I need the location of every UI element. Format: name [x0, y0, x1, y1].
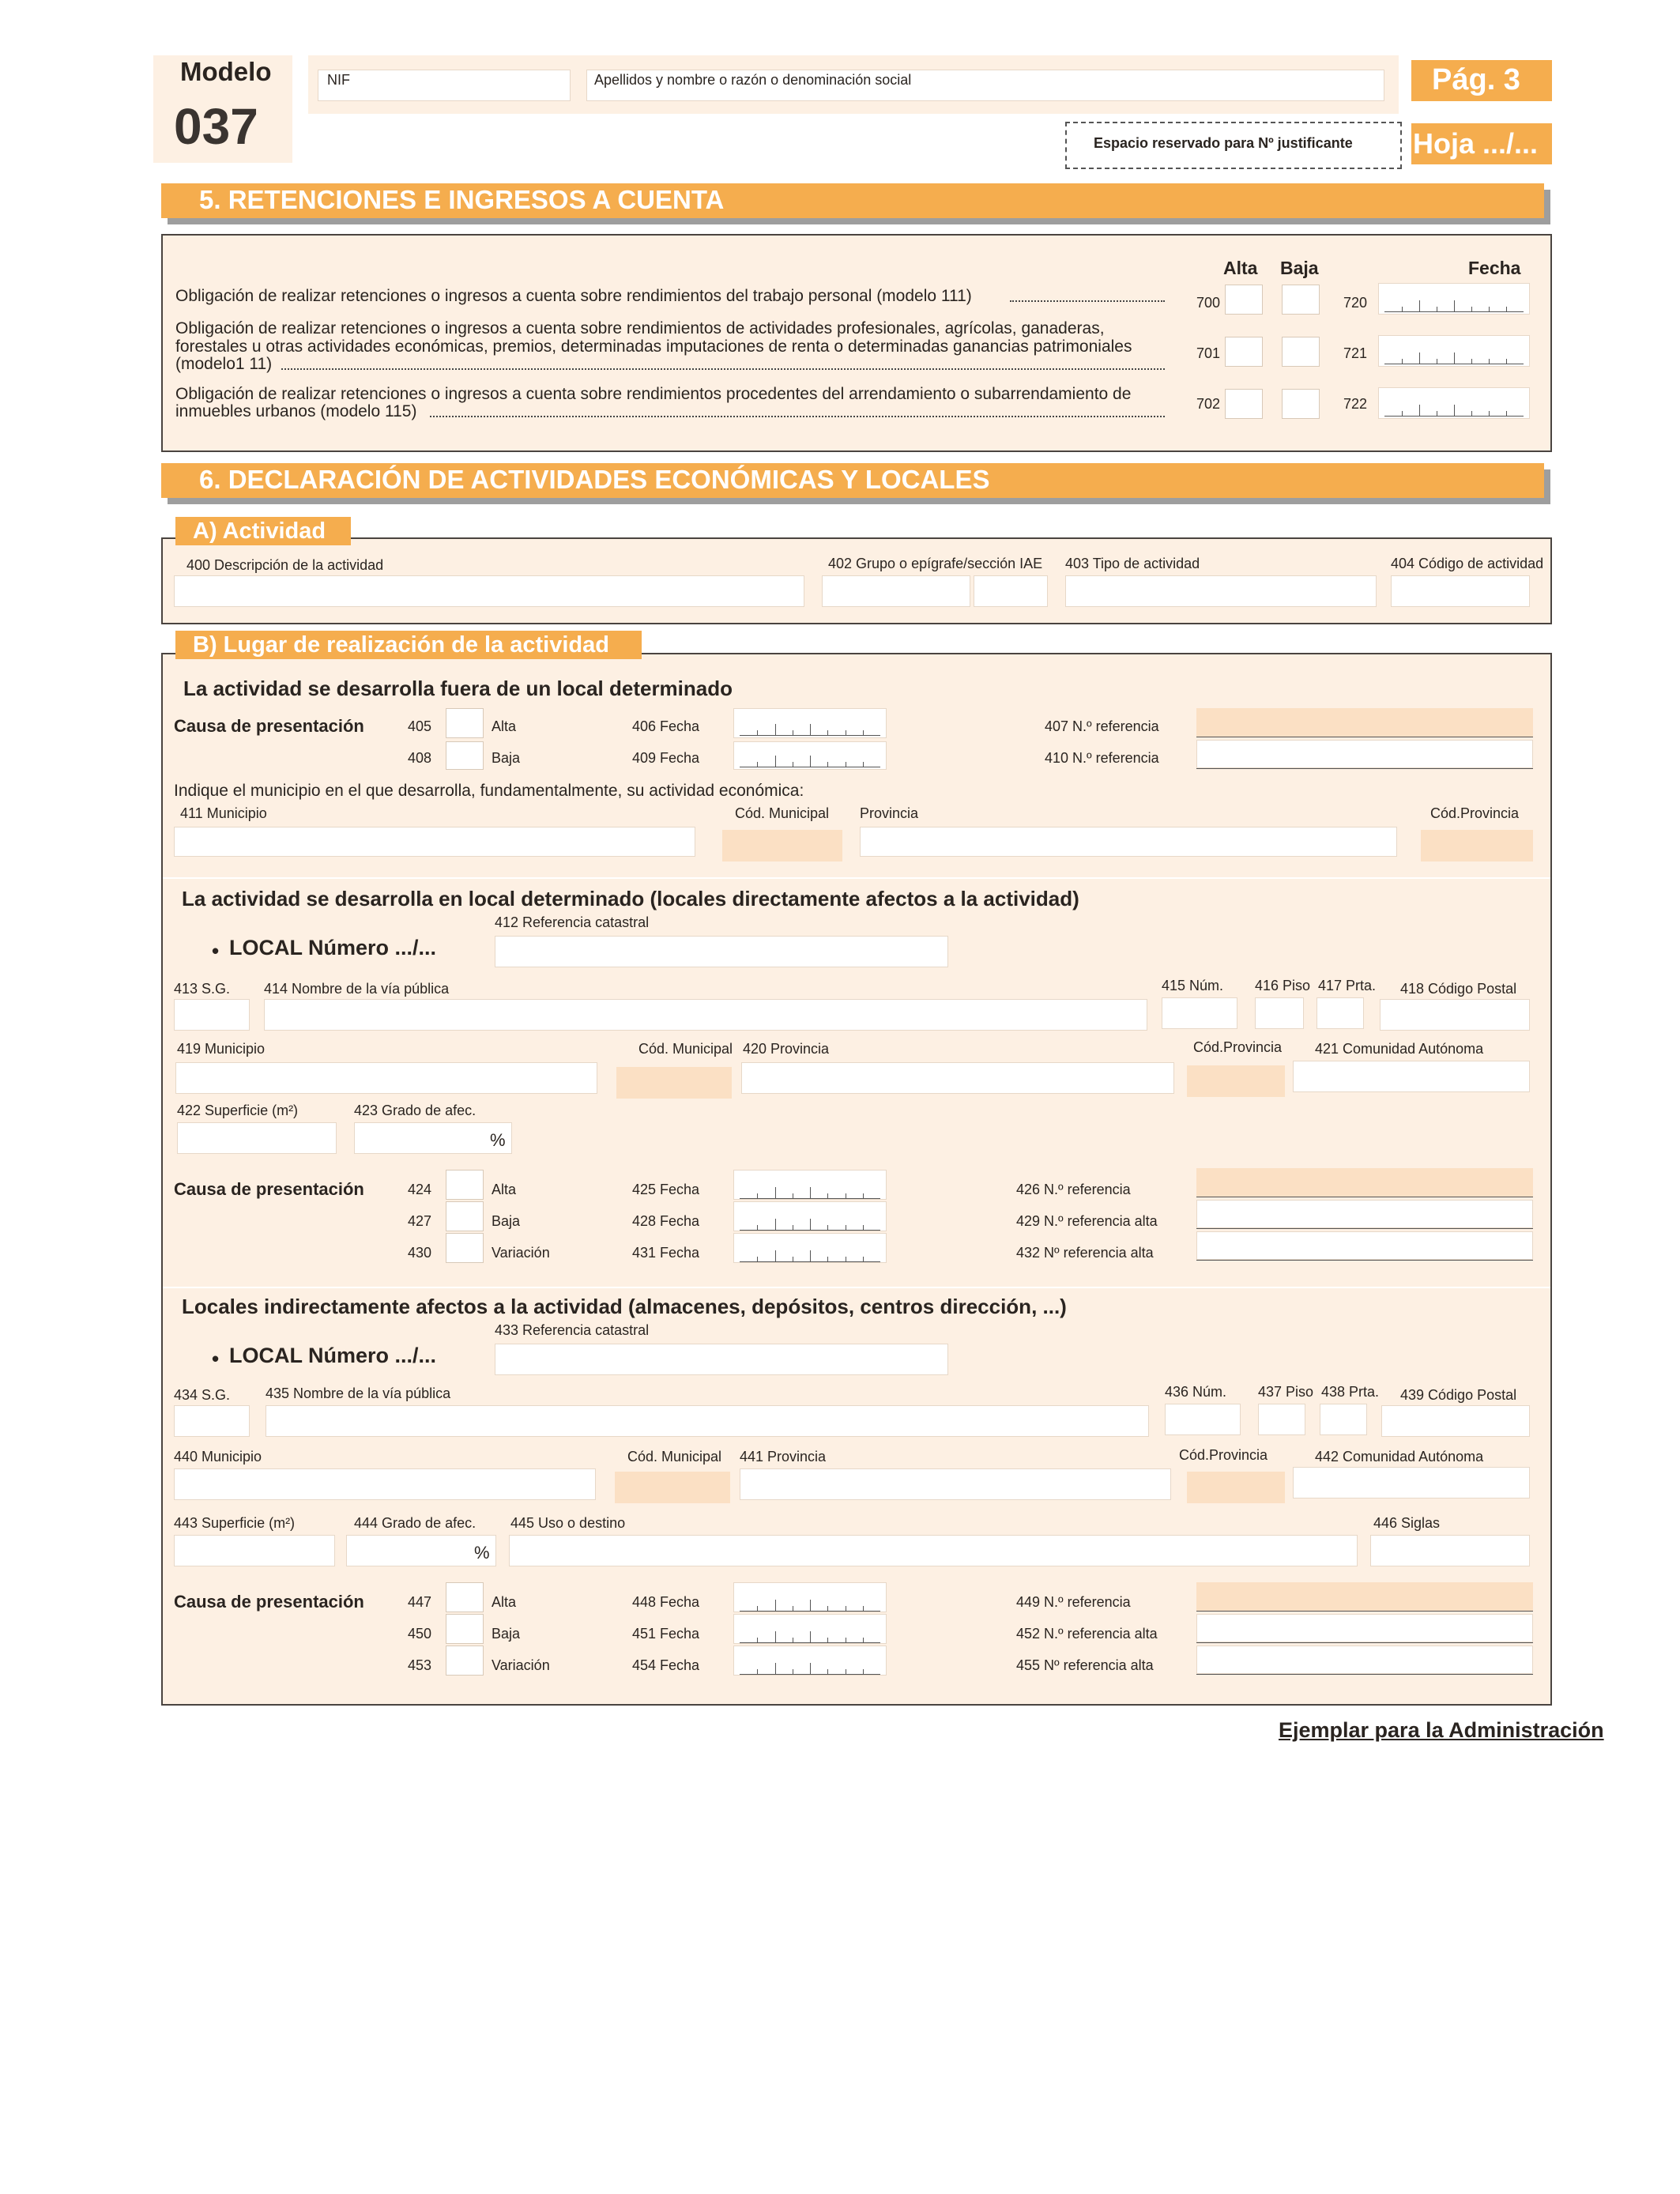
local-1-bullet: • — [212, 939, 220, 963]
f440-label: 440 Municipio — [174, 1449, 262, 1465]
f452-field[interactable] — [1196, 1614, 1533, 1642]
date-tick — [757, 1669, 758, 1674]
f408-checkbox[interactable] — [446, 741, 484, 770]
f429-underline — [1196, 1228, 1533, 1229]
s5-row-702-leader — [430, 416, 1165, 417]
f444-label: 444 Grado de afec. — [354, 1515, 477, 1531]
f446-field[interactable] — [1370, 1535, 1530, 1566]
f444-percent: % — [474, 1543, 490, 1563]
date-tick — [1419, 300, 1420, 311]
f426-field[interactable] — [1196, 1168, 1533, 1197]
f423-label: 423 Grado de afec. — [354, 1103, 477, 1118]
f445-field[interactable] — [509, 1535, 1358, 1566]
s5-row-702-line1: Obligación de realizar retenciones o ingresos a cuenta sobre rendimientos procedentes del arrendamiento o subarrendamiento de — [175, 385, 1132, 403]
f409-label: 409 Fecha — [632, 750, 700, 766]
f409-ticks — [740, 756, 880, 767]
f441-field[interactable] — [740, 1468, 1171, 1500]
s5-row-701-line3: (modelo1 11) — [175, 355, 273, 373]
f442-label: 442 Comunidad Autónoma — [1315, 1449, 1484, 1465]
date-tick — [1506, 411, 1507, 416]
f455-label: 455 Nº referencia alta — [1016, 1657, 1154, 1673]
f443-label: 443 Superficie (m²) — [174, 1515, 296, 1531]
f421-field[interactable] — [1293, 1061, 1530, 1092]
cod-municipal-440-field[interactable] — [615, 1472, 730, 1503]
date-tick — [757, 762, 758, 767]
activity-tab: A) Actividad — [175, 517, 351, 545]
local-2-bullet: • — [212, 1347, 220, 1370]
local-1-numero: LOCAL Número .../... — [229, 936, 437, 959]
f405-checkbox[interactable] — [446, 708, 484, 738]
f449-field[interactable] — [1196, 1582, 1533, 1611]
date-tick — [810, 1219, 811, 1230]
f447-checkbox[interactable] — [446, 1582, 484, 1612]
f429-label: 429 N.º referencia alta — [1016, 1213, 1158, 1229]
f419-field[interactable] — [175, 1062, 597, 1094]
causa-1-label: Causa de presentación — [174, 716, 364, 736]
f454-label: 454 Fecha — [632, 1657, 700, 1673]
f428-ticks — [740, 1219, 880, 1231]
f406-label: 406 Fecha — [632, 718, 700, 734]
f432-field[interactable] — [1196, 1231, 1533, 1260]
date-tick — [1419, 405, 1420, 416]
f420-field[interactable] — [741, 1062, 1174, 1094]
f423-percent: % — [490, 1130, 506, 1150]
code-427: 427 — [408, 1213, 432, 1229]
date-tick — [810, 1600, 811, 1611]
f410-field[interactable] — [1196, 740, 1533, 768]
f428-label: 428 Fecha — [632, 1213, 700, 1229]
s5-fecha-720-ticks — [1384, 300, 1524, 312]
date-tick — [757, 1225, 758, 1230]
date-tick — [775, 1250, 776, 1261]
cod-provincia-441-field[interactable] — [1187, 1472, 1285, 1503]
variacion-430-label: Variación — [492, 1245, 550, 1261]
f425-label: 425 Fecha — [632, 1182, 700, 1197]
date-tick — [863, 730, 864, 735]
indirect-title: Locales indirectamente afectos a la actividad (almacenes, depósitos, centros dirección, ...) — [182, 1295, 1067, 1318]
date-tick — [827, 1606, 828, 1611]
modelo-number: 037 — [174, 98, 258, 155]
f406-ticks — [740, 724, 880, 736]
cod-municipal-411-label: Cód. Municipal — [735, 805, 830, 821]
s5-row-702-line2: inmuebles urbanos (modelo 115) — [175, 402, 417, 420]
f400-label: 400 Descripción de la actividad — [186, 557, 384, 573]
date-tick — [1489, 411, 1490, 416]
f441-label: 441 Provincia — [740, 1449, 827, 1465]
f412-field[interactable] — [495, 936, 948, 967]
date-tick — [863, 1638, 864, 1642]
date-tick — [1454, 352, 1455, 364]
f431-ticks — [740, 1250, 880, 1262]
f445-label: 445 Uso o destino — [510, 1515, 626, 1531]
f422-label: 422 Superficie (m²) — [177, 1103, 299, 1118]
f450-checkbox[interactable] — [446, 1614, 484, 1644]
local-title: La actividad se desarrolla en local determinado (locales directamente afectos a la actividad) — [182, 887, 1079, 910]
f418-label: 418 Código Postal — [1400, 981, 1517, 997]
f432-label: 432 Nº referencia alta — [1016, 1245, 1154, 1261]
f449-underline — [1196, 1611, 1533, 1612]
f402-field[interactable] — [822, 575, 970, 607]
date-tick — [827, 762, 828, 767]
baja-427-label: Baja — [492, 1213, 521, 1229]
f423-field[interactable] — [354, 1122, 512, 1154]
s5-code-721: 721 — [1343, 345, 1368, 361]
f410-underline — [1196, 768, 1533, 769]
f410-label: 410 N.º referencia — [1045, 750, 1159, 766]
f411-field[interactable] — [174, 827, 695, 857]
pag-label: Pág. 3 — [1432, 63, 1520, 96]
f403-field[interactable] — [1065, 575, 1377, 607]
s5-row-700-leader — [1010, 300, 1165, 302]
f429-field[interactable] — [1196, 1200, 1533, 1228]
cod-provincia-420-field[interactable] — [1187, 1065, 1285, 1097]
code-424: 424 — [408, 1182, 432, 1197]
f422-field[interactable] — [177, 1122, 337, 1154]
f402-section-field[interactable] — [974, 575, 1048, 607]
date-tick — [775, 724, 776, 735]
date-tick — [827, 1669, 828, 1674]
s5-row-701-line2: forestales u otras actividades económicas, premios, determinadas imputaciones de renta o determinadas ganancias patrimoniales — [175, 337, 1132, 356]
date-tick — [827, 1193, 828, 1198]
s5-row-701-leader — [281, 368, 1165, 370]
f451-ticks — [740, 1631, 880, 1643]
date-tick — [863, 1225, 864, 1230]
s5-code-701: 701 — [1196, 345, 1221, 361]
f451-label: 451 Fecha — [632, 1626, 700, 1642]
f407-field[interactable] — [1196, 708, 1533, 737]
date-tick — [1506, 359, 1507, 364]
date-tick — [757, 1638, 758, 1642]
date-tick — [863, 762, 864, 767]
f455-field[interactable] — [1196, 1646, 1533, 1674]
f434-label: 434 S.G. — [174, 1387, 231, 1403]
date-tick — [863, 1669, 864, 1674]
alta-405-label: Alta — [492, 718, 517, 734]
date-tick — [775, 1631, 776, 1642]
date-tick — [827, 1257, 828, 1261]
f414-field[interactable] — [264, 999, 1147, 1031]
s5-col-fecha: Fecha — [1468, 258, 1521, 278]
f452-label: 452 N.º referencia alta — [1016, 1626, 1158, 1642]
s5-code-722: 722 — [1343, 396, 1368, 412]
cod-municipal-440-label: Cód. Municipal — [627, 1449, 722, 1465]
f415-label: 415 Núm. — [1162, 978, 1224, 993]
date-tick — [1402, 411, 1403, 416]
s5-row-700-text: Obligación de realizar retenciones o ingresos a cuenta sobre rendimientos del trabajo personal (modelo 111) — [175, 287, 972, 305]
f414-label: 414 Nombre de la vía pública — [264, 981, 450, 997]
alta-424-label: Alta — [492, 1182, 517, 1197]
date-tick — [810, 1631, 811, 1642]
date-tick — [1489, 307, 1490, 311]
date-tick — [775, 756, 776, 767]
cod-provincia-441-label: Cód.Provincia — [1179, 1447, 1268, 1463]
nif-label: NIF — [327, 72, 350, 88]
date-tick — [810, 1187, 811, 1198]
date-tick — [757, 1257, 758, 1261]
cod-provincia-411-label: Cód.Provincia — [1430, 805, 1520, 821]
f442-field[interactable] — [1293, 1467, 1530, 1498]
f436-field[interactable] — [1165, 1404, 1241, 1435]
date-tick — [827, 730, 828, 735]
f417-field[interactable] — [1317, 997, 1364, 1029]
date-tick — [863, 1257, 864, 1261]
baja-408-label: Baja — [492, 750, 521, 766]
date-tick — [757, 1606, 758, 1611]
f404-label: 404 Código de actividad — [1391, 556, 1544, 571]
s5-col-alta: Alta — [1223, 258, 1258, 278]
date-tick — [1402, 307, 1403, 311]
f420-label: 420 Provincia — [743, 1041, 830, 1057]
s5-alta-701-checkbox[interactable] — [1225, 337, 1263, 367]
f421-label: 421 Comunidad Autónoma — [1315, 1041, 1484, 1057]
s5-fecha-722-ticks — [1384, 405, 1524, 417]
causa-2-label: Causa de presentación — [174, 1179, 364, 1199]
alta-447-label: Alta — [492, 1594, 517, 1610]
code-408: 408 — [408, 750, 432, 766]
s5-fecha-721-ticks — [1384, 352, 1524, 364]
f430-checkbox[interactable] — [446, 1233, 484, 1263]
date-tick — [810, 1663, 811, 1674]
variacion-453-label: Variación — [492, 1657, 550, 1673]
s5-alta-700-checkbox[interactable] — [1225, 285, 1263, 315]
f433-field[interactable] — [495, 1344, 948, 1375]
fuera-title: La actividad se desarrolla fuera de un local determinado — [183, 677, 733, 700]
f454-ticks — [740, 1663, 880, 1675]
date-tick — [775, 1663, 776, 1674]
provincia-411-field[interactable] — [860, 827, 1397, 857]
provincia-411-label: Provincia — [860, 805, 919, 821]
f437-label: 437 Piso — [1258, 1384, 1314, 1400]
f436-label: 436 Núm. — [1165, 1384, 1227, 1400]
f402-label: 402 Grupo o epígrafe/sección IAE — [828, 556, 1043, 571]
f426-label: 426 N.º referencia — [1016, 1182, 1131, 1197]
f433-label: 433 Referencia catastral — [495, 1322, 650, 1338]
date-tick — [863, 1606, 864, 1611]
cod-municipal-419-label: Cód. Municipal — [638, 1041, 733, 1057]
date-tick — [810, 724, 811, 735]
s5-code-702: 702 — [1196, 396, 1221, 412]
f448-label: 448 Fecha — [632, 1594, 700, 1610]
date-tick — [775, 1187, 776, 1198]
f435-field[interactable] — [266, 1405, 1149, 1437]
f448-ticks — [740, 1600, 880, 1612]
nombre-label: Apellidos y nombre o razón o denominación social — [594, 72, 912, 88]
f432-underline — [1196, 1260, 1533, 1261]
f418-field[interactable] — [1380, 999, 1530, 1031]
local-divider — [163, 877, 1550, 879]
lugar-tab: B) Lugar de realización de la actividad — [175, 631, 642, 659]
causa-3-label: Causa de presentación — [174, 1592, 364, 1612]
nif-field[interactable] — [318, 70, 571, 101]
justificante-label: Espacio reservado para Nº justificante — [1094, 135, 1353, 151]
s5-row-701-line1: Obligación de realizar retenciones o ingresos a cuenta sobre rendimientos de actividades profesionales, agrícolas, ganaderas, — [175, 319, 1105, 337]
f434-field[interactable] — [174, 1405, 250, 1437]
cod-provincia-411-field[interactable] — [1421, 830, 1533, 861]
baja-450-label: Baja — [492, 1626, 521, 1642]
f400-field[interactable] — [174, 575, 804, 607]
f438-field[interactable] — [1320, 1404, 1367, 1435]
date-tick — [1471, 359, 1472, 364]
date-tick — [1419, 352, 1420, 364]
s5-alta-702-checkbox[interactable] — [1225, 389, 1263, 419]
code-447: 447 — [408, 1594, 432, 1610]
f443-field[interactable] — [174, 1535, 335, 1566]
f431-label: 431 Fecha — [632, 1245, 700, 1261]
f455-underline — [1196, 1674, 1533, 1675]
f416-label: 416 Piso — [1255, 978, 1311, 993]
date-tick — [1471, 307, 1472, 311]
date-tick — [1454, 405, 1455, 416]
f435-label: 435 Nombre de la vía pública — [266, 1385, 451, 1401]
f412-label: 412 Referencia catastral — [495, 914, 650, 930]
date-tick — [757, 730, 758, 735]
date-tick — [810, 756, 811, 767]
ejemplar-label: Ejemplar para la Administración — [1279, 1718, 1604, 1742]
f413-label: 413 S.G. — [174, 981, 231, 997]
s5-baja-702-checkbox[interactable] — [1282, 389, 1320, 419]
modelo-label: Modelo — [180, 57, 272, 86]
s5-header: 5. RETENCIONES E INGRESOS A CUENTA — [161, 183, 1544, 218]
f449-label: 449 N.º referencia — [1016, 1594, 1131, 1610]
code-430: 430 — [408, 1245, 432, 1261]
local-2-numero: LOCAL Número .../... — [229, 1344, 437, 1367]
f411-label: 411 Municipio — [180, 805, 267, 821]
date-tick — [827, 1638, 828, 1642]
f439-label: 439 Código Postal — [1400, 1387, 1517, 1403]
f416-field[interactable] — [1255, 997, 1304, 1029]
f427-checkbox[interactable] — [446, 1201, 484, 1231]
f439-field[interactable] — [1381, 1405, 1530, 1437]
date-tick — [1454, 300, 1455, 311]
f440-field[interactable] — [174, 1468, 596, 1500]
s5-baja-701-checkbox[interactable] — [1282, 337, 1320, 367]
date-tick — [775, 1600, 776, 1611]
f419-label: 419 Municipio — [177, 1041, 266, 1057]
cod-provincia-420-label: Cód.Provincia — [1193, 1039, 1283, 1055]
cod-municipal-411-field[interactable] — [722, 830, 842, 861]
f446-label: 446 Siglas — [1373, 1515, 1441, 1531]
s5-code-700: 700 — [1196, 295, 1221, 311]
code-453: 453 — [408, 1657, 432, 1673]
f424-checkbox[interactable] — [446, 1170, 484, 1200]
f437-field[interactable] — [1258, 1404, 1305, 1435]
date-tick — [1402, 359, 1403, 364]
f413-field[interactable] — [174, 999, 250, 1031]
f425-ticks — [740, 1187, 880, 1199]
s5-code-720: 720 — [1343, 295, 1368, 311]
f438-label: 438 Prta. — [1321, 1384, 1380, 1400]
date-tick — [810, 1250, 811, 1261]
date-tick — [863, 1193, 864, 1198]
f404-field[interactable] — [1391, 575, 1530, 607]
indirect-divider — [163, 1287, 1550, 1288]
f452-underline — [1196, 1642, 1533, 1643]
s5-col-baja: Baja — [1280, 258, 1319, 278]
indique-text: Indique el municipio en el que desarrolla, fundamentalmente, su actividad económica: — [174, 782, 804, 800]
date-tick — [1506, 307, 1507, 311]
date-tick — [1471, 411, 1472, 416]
f403-label: 403 Tipo de actividad — [1065, 556, 1200, 571]
code-405: 405 — [408, 718, 432, 734]
f415-field[interactable] — [1162, 997, 1237, 1029]
s6-header: 6. DECLARACIÓN DE ACTIVIDADES ECONÓMICAS Y LOCALES — [161, 463, 1544, 498]
f453-checkbox[interactable] — [446, 1646, 484, 1676]
f417-label: 417 Prta. — [1318, 978, 1377, 993]
date-tick — [757, 1193, 758, 1198]
hoja-label: Hoja .../... — [1413, 127, 1539, 160]
date-tick — [1489, 359, 1490, 364]
date-tick — [775, 1219, 776, 1230]
code-450: 450 — [408, 1626, 432, 1642]
s5-baja-700-checkbox[interactable] — [1282, 285, 1320, 315]
cod-municipal-419-field[interactable] — [616, 1067, 732, 1099]
date-tick — [827, 1225, 828, 1230]
f407-label: 407 N.º referencia — [1045, 718, 1159, 734]
